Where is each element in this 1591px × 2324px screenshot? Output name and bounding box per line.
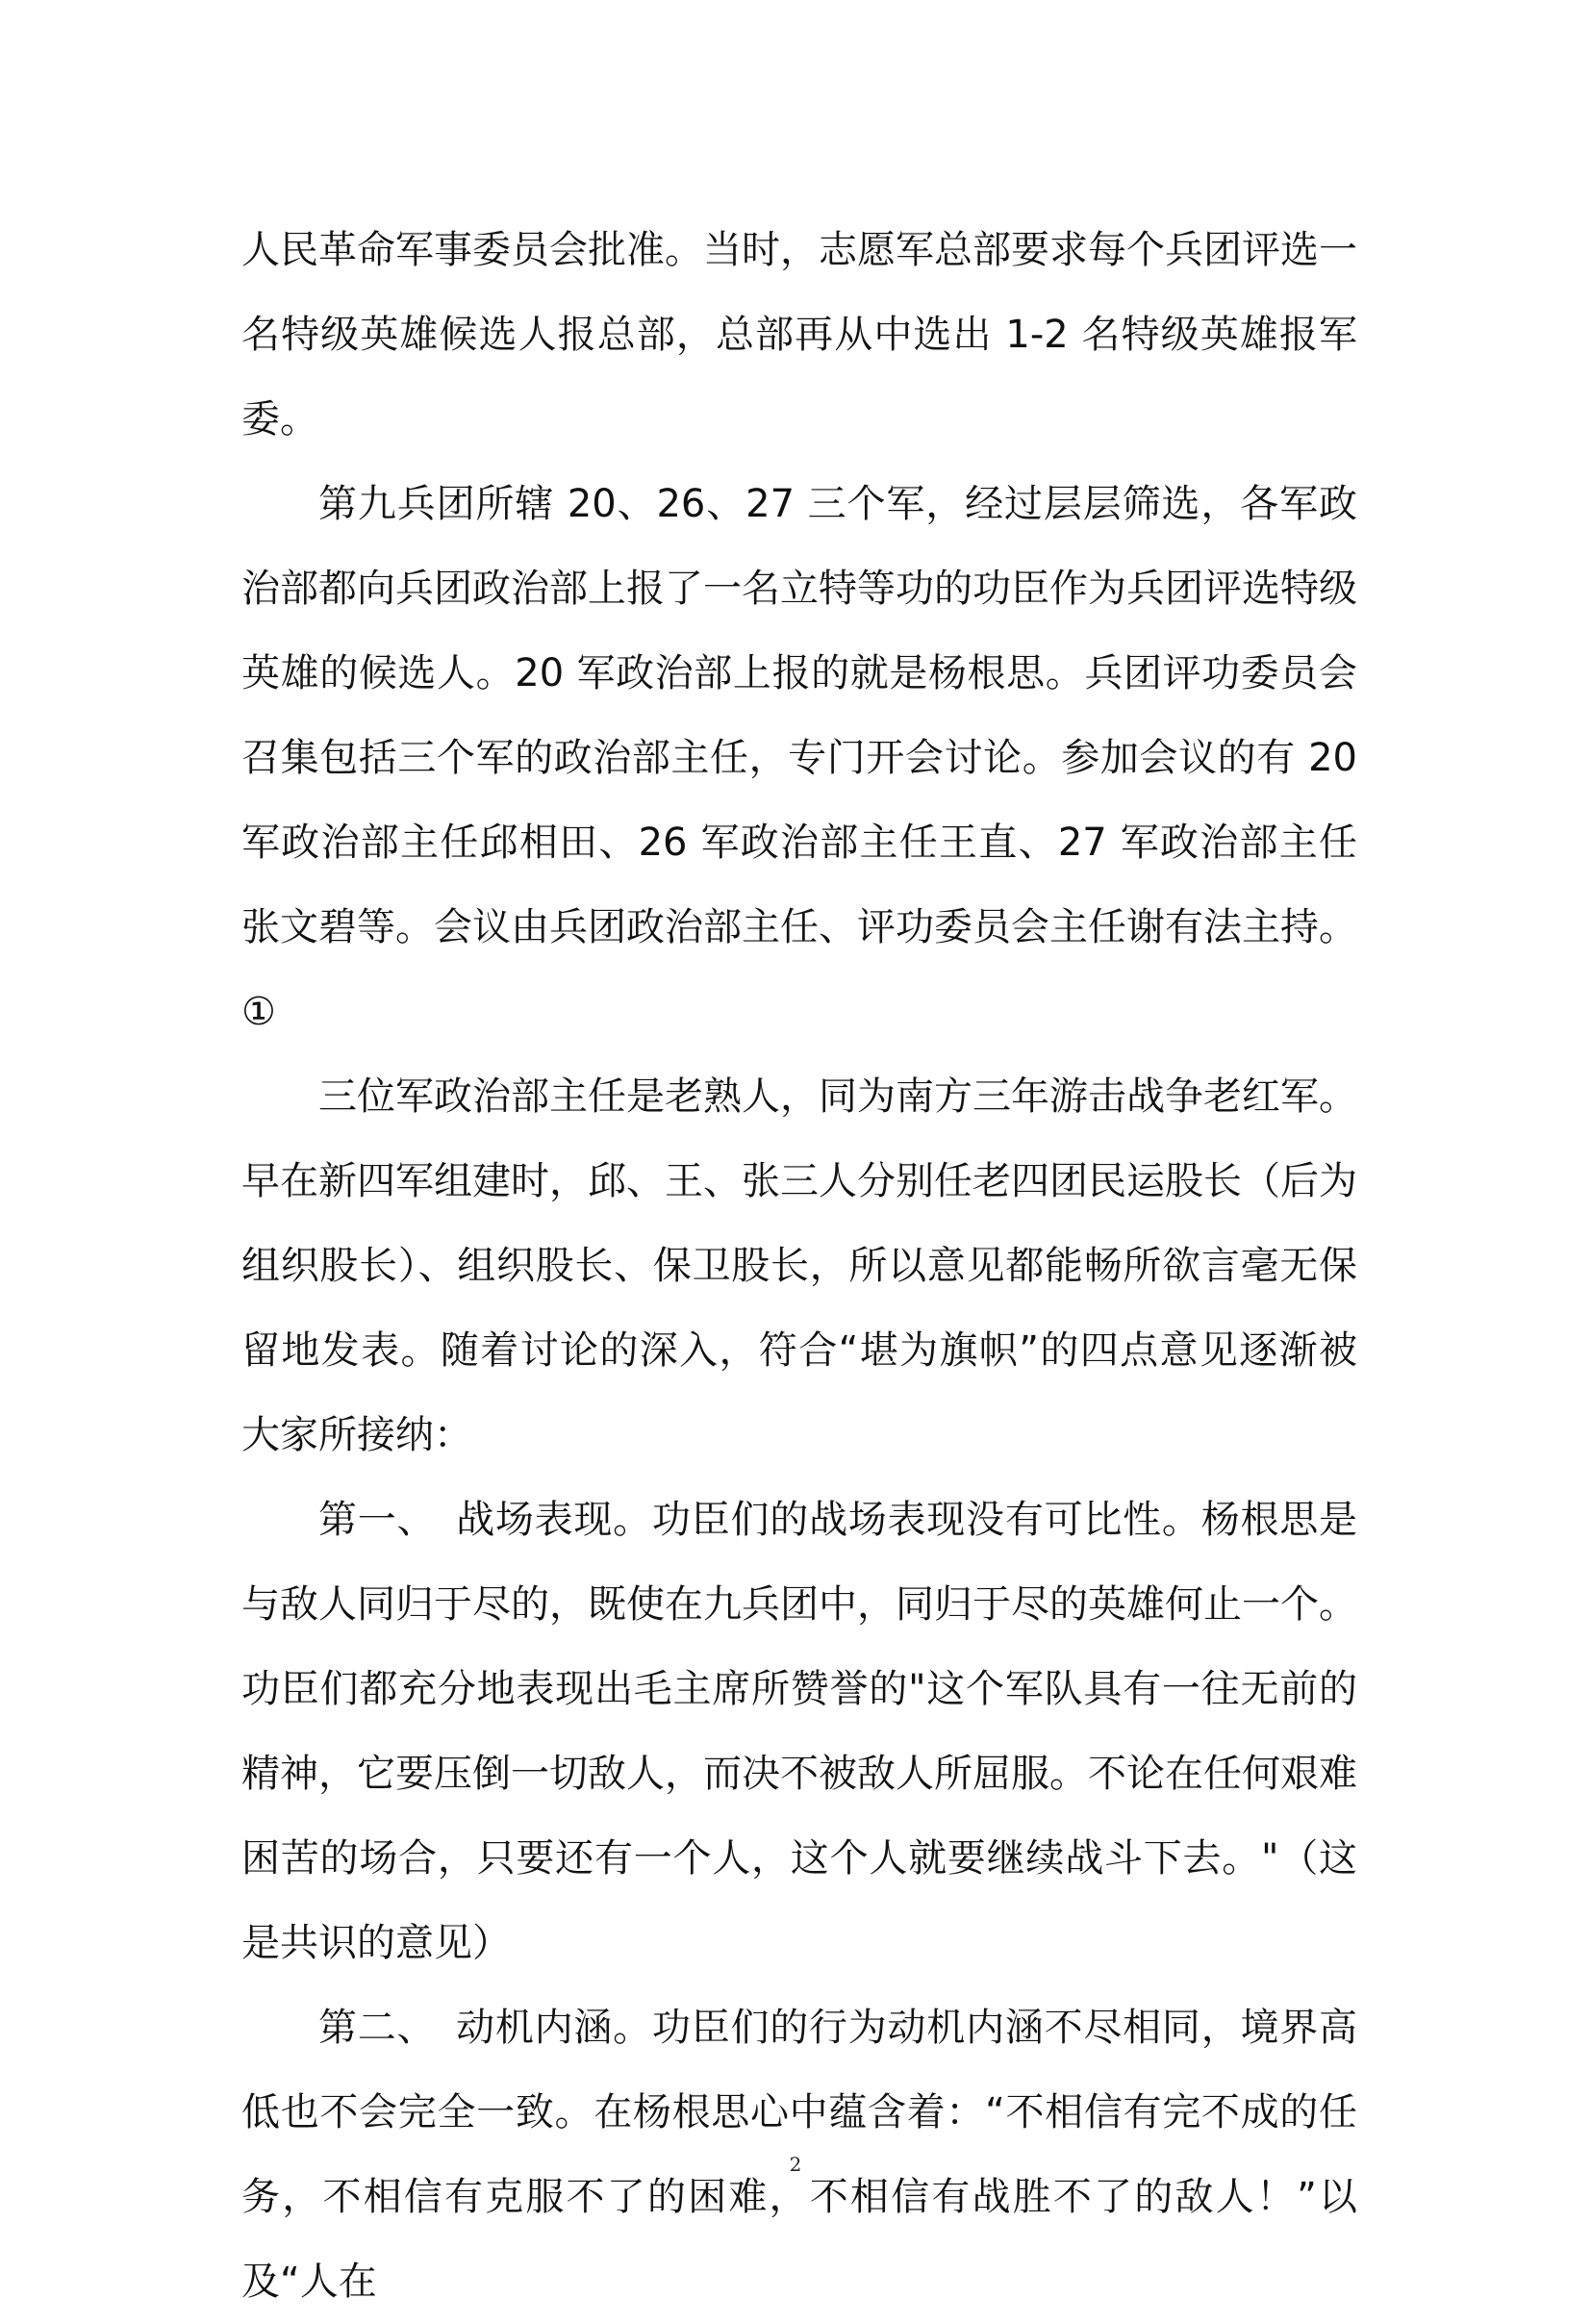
paragraph-point-one: 第一、 战场表现。功臣们的战场表现没有可比性。杨根思是与敌人同归于尽的，既使在九兵团中，同归于尽的英雄何止一个。功臣们都充分地表现出毛主席所赞誉的"这个军队具有一往无前的精神，它要压倒一切敌人，而决不被敌人所屈服。不论在任何艰难困苦的场合，只要还有一个人，这个人就要继续战斗下去。"（这是共识的意见） — [241, 1498, 1357, 1965]
paragraph-point-two: 第二、 动机内涵。功臣们的行为动机内涵不尽相同，境界高低也不会完全一致。在杨根思心中蕴含着：“不相信有完不成的任务，不相信有克服不了的困难，不相信有战胜不了的敌人！”以及“人在 — [241, 2006, 1357, 2304]
paragraph-continuation: 人民革命军事委员会批准。当时，志愿军总部要求每个兵团评选一名特级英雄候选人报总部，总部再从中选出 1-2 名特级英雄报军委。 — [241, 228, 1357, 442]
body-text — [241, 208, 1357, 2324]
paragraph-ninth-army-group: 第九兵团所辖 20、26、27 三个军，经过层层筛选，各军政治部都向兵团政治部上报了一名立特等功的功臣作为兵团评选特级英雄的候选人。20 军政治部上报的就是杨根思。兵团评功委员会召集包括三个军的政治部主任，专门开会讨论。参加会议的有 20 军政治部主任邱相田、26 军政治部主任王直、27 军政治部主任张文碧等。会议由兵团政治部主任、评功委员会主任谢有法主持。① — [241, 482, 1357, 1034]
page-number: 2 — [789, 2153, 802, 2176]
paragraph-three-directors: 三位军政治部主任是老熟人，同为南方三年游击战争老红军。早在新四军组建时，邱、王、张三人分别任老四团民运股长（后为组织股长）、组织股长、保卫股长，所以意见都能畅所欲言毫无保留地发表。随着讨论的深入，符合“堪为旗帜”的四点意见逐渐被大家所接纳： — [241, 1074, 1357, 1457]
